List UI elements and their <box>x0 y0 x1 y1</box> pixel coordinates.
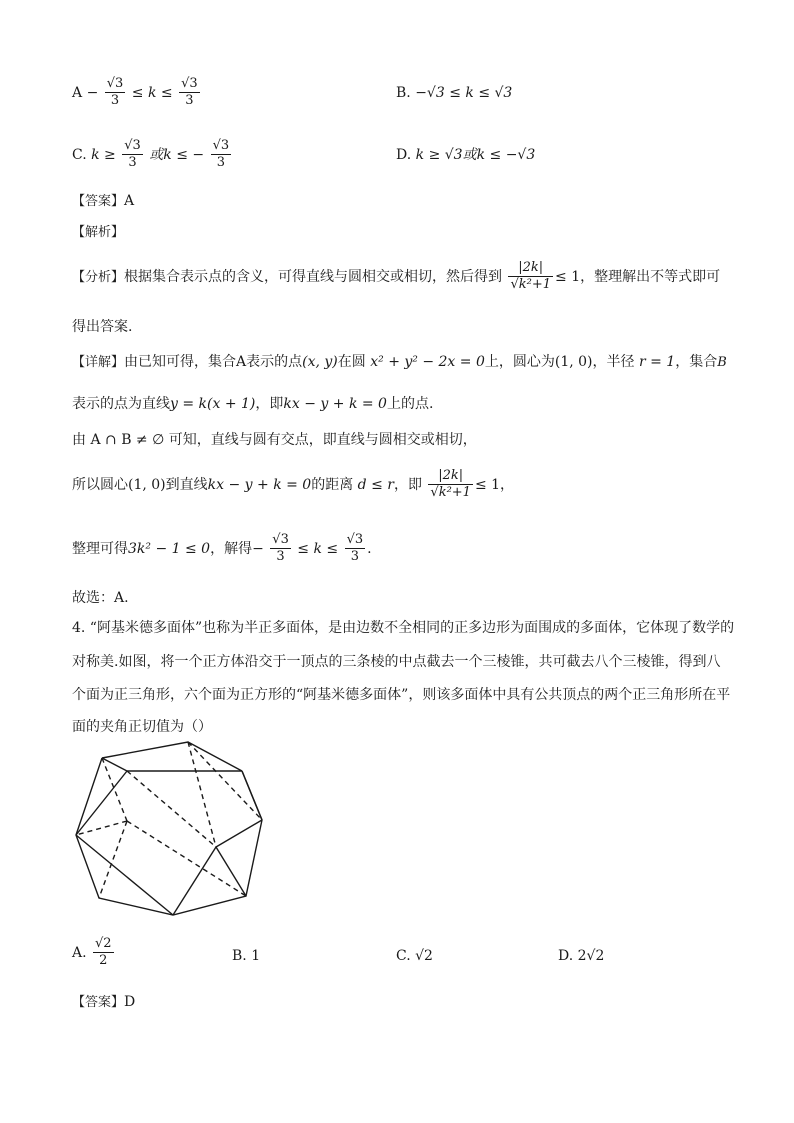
fraction <box>211 138 232 172</box>
xiangjie-line-4 <box>72 468 514 502</box>
math: ≤ k ≤ <box>297 540 339 557</box>
math: B <box>717 355 727 370</box>
text: 故选：A. <box>72 590 129 606</box>
numerator: √3 <box>122 138 143 155</box>
numerator: √3 <box>211 138 232 155</box>
q4-answer-line <box>72 995 135 1009</box>
text: 到直线 <box>165 476 208 493</box>
q4-option-d <box>558 949 604 963</box>
text: 所以圆心 <box>72 476 128 493</box>
q4-option-c <box>396 949 433 963</box>
guxuan-line <box>72 591 129 605</box>
fraction <box>428 468 473 502</box>
denominator: 3 <box>128 155 137 171</box>
fraction <box>345 532 366 566</box>
analysis-heading <box>72 225 124 239</box>
denominator: 3 <box>185 93 194 109</box>
answer-tag: 【答案】 <box>72 995 125 1010</box>
fenxi-line-2 <box>72 320 132 334</box>
option-a <box>72 76 202 110</box>
math: (1, 0) <box>128 476 166 493</box>
analysis-tag: 【解析】 <box>72 225 125 240</box>
xiangjie-tag: 【详解】 <box>72 355 125 370</box>
denominator: 3 <box>276 549 285 565</box>
math: kx − y + k = 0 <box>207 476 312 493</box>
fraction <box>122 138 143 172</box>
inequality: k ≥ <box>91 146 116 163</box>
numerator: |2k| <box>508 260 553 277</box>
text: 上的点. <box>386 396 434 412</box>
math: kx − y + k = 0 <box>283 396 387 412</box>
numerator: √2 <box>93 936 114 953</box>
math: y = k(x + 1) <box>170 396 256 412</box>
text: ≤ 1， <box>474 476 515 493</box>
denominator: 3 <box>216 155 225 171</box>
xiangjie-line-1 <box>72 355 727 369</box>
denominator: √k²+1 <box>510 277 552 293</box>
option-label: C. <box>72 146 87 163</box>
option-d <box>396 148 535 162</box>
option-label: B. <box>396 85 411 101</box>
denominator: 3 <box>350 549 360 565</box>
option-text: B. 1 <box>232 948 261 964</box>
denominator: 2 <box>99 953 108 969</box>
option-label: A. <box>72 944 87 961</box>
q4-line-4 <box>72 720 212 734</box>
option-text: −√3 ≤ k ≤ √3 <box>415 85 513 101</box>
text: . <box>367 540 372 557</box>
xiangjie-line-3 <box>72 433 477 447</box>
fraction <box>508 260 553 294</box>
inequality: 或k ≤ − <box>149 146 205 163</box>
q4-line-2 <box>72 655 720 669</box>
text: 4. “阿基米德多面体”也称为半正多面体，是由边数不全相同的正多边形为面围成的多面体，它体现了数学的 <box>72 620 735 636</box>
hidden-edges <box>76 742 262 898</box>
text: 由 A ∩ B ≠ ∅ 可知，直线与圆有交点，即直线与圆相交或相切， <box>72 432 477 448</box>
text: ，集合 <box>675 354 718 370</box>
xiangjie-line-2 <box>72 397 433 411</box>
option-c <box>72 138 233 172</box>
answer-tag: 【答案】 <box>72 194 125 209</box>
numerator: √3 <box>270 532 291 549</box>
option-label: D. <box>396 147 412 163</box>
fenxi-tag: 【分析】 <box>72 269 125 285</box>
text: 个面为正三角形，六个面为正方形的“阿基米德多面体”，则该多面体中具有公共顶点的两个正三角形所在平 <box>72 687 731 703</box>
numerator: √3 <box>345 532 366 549</box>
option-label: A <box>72 84 83 101</box>
text: ，半径 <box>592 354 635 370</box>
numerator: √3 <box>105 76 126 93</box>
q4-line-3 <box>72 688 730 702</box>
answer-line <box>72 194 134 208</box>
option-text: √2 <box>415 948 433 964</box>
answer-value: D <box>124 994 136 1010</box>
option-label: D. <box>558 948 574 964</box>
text: ，即 <box>393 476 422 493</box>
cuboctahedron-figure <box>66 738 266 920</box>
text: 对称美.如图，将一个正方体沿交于一顶点的三条棱的中点截去一个三棱锥，共可截去八个三棱锥，得到八 <box>72 654 721 670</box>
text: 表示的点为直线 <box>72 396 170 412</box>
inequality: ≤ k ≤ <box>131 84 173 101</box>
q4-option-a <box>72 936 116 970</box>
text: 整理可得 <box>72 540 128 557</box>
answer-value: A <box>124 193 135 209</box>
option-b <box>396 86 512 100</box>
option-label: C. <box>396 948 411 964</box>
numerator: √3 <box>179 76 200 93</box>
text: 在圆 <box>337 354 366 370</box>
math: (1, 0) <box>554 354 593 370</box>
text: 上，圆心为 <box>484 354 555 370</box>
math: 3k² − 1 ≤ 0 <box>128 540 211 557</box>
fenxi-after: ≤ 1，整理解出不等式即可 <box>555 268 721 285</box>
fenxi-line <box>72 260 720 294</box>
math: r = 1 <box>638 354 676 370</box>
math: x² + y² − 2x = 0 <box>370 354 485 370</box>
minus-sign: − <box>86 84 99 101</box>
text: 的距离 <box>311 476 354 493</box>
option-text: k ≥ √3或k ≤ −√3 <box>415 147 536 163</box>
text: ，即 <box>255 396 284 412</box>
fenxi-line2-text: 得出答案. <box>72 319 133 335</box>
option-text: 2√2 <box>577 948 605 964</box>
q4-line-1 <box>72 621 734 635</box>
fraction <box>105 76 126 110</box>
math: (x, y) <box>302 354 338 370</box>
q4-option-b <box>232 949 260 963</box>
text: ，解得− <box>210 540 264 557</box>
denominator: √k²+1 <box>430 485 471 501</box>
fraction <box>179 76 200 110</box>
math: d ≤ r <box>357 476 394 493</box>
fraction <box>270 532 291 566</box>
text: 由已知可得，集合A表示的点 <box>124 354 303 370</box>
text: 面的夹角正切值为（） <box>72 719 212 735</box>
denominator: 3 <box>110 93 120 109</box>
numerator: |2k| <box>428 468 473 485</box>
fraction <box>93 936 114 970</box>
xiangjie-line-5 <box>72 532 372 566</box>
fenxi-text: 根据集合表示点的含义，可得直线与圆相交或相切，然后得到 <box>124 268 503 285</box>
